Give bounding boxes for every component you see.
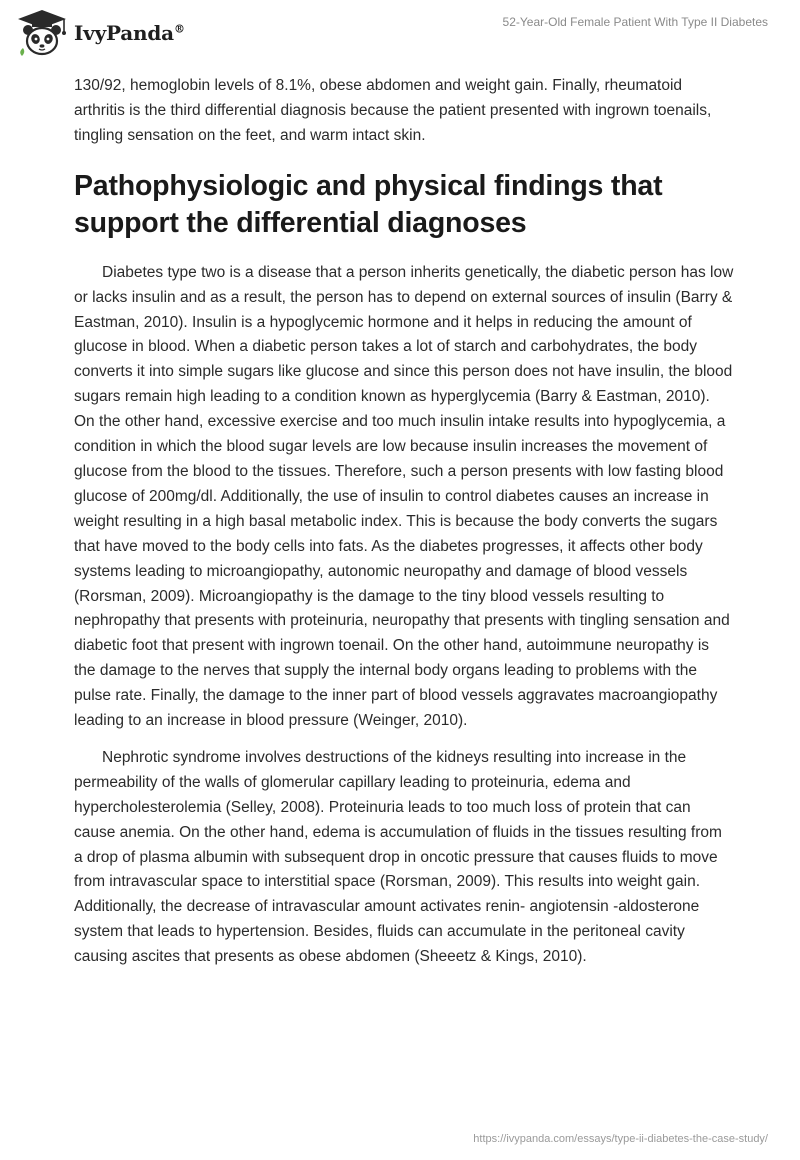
- essay-content: [74, 74, 734, 982]
- brand-name: [74, 21, 185, 45]
- body-paragraph-2: Nephrotic syndrome involves destructions of the kidneys resulting into increase in the permeability of the walls of glomerular capillary leading to proteinuria, edema and hypercholesterolemia (Selley, 2008). Proteinuria leads to too much loss of protein that can cause anemia. On the other hand, edema is accumulation of fluids in the tissues resulting from a drop of plasma albumin with subsequent drop in oncotic pressure that causes fluids to move from intravascular space to interstitial space (Rorsman, 2009). This results into weight gain. Additionally, the decrease of intravascular amount activates renin- angiotensin -aldosterone system that leads to hypertension. Besides, fluids can accumulate in the peritoneal cavity causing ascites that presents as obese abdomen (Sheeetz & Kings, 2010).: [74, 748, 722, 966]
- section-heading: Pathophysiologic and physical findings that support the differential diagnoses: [74, 169, 663, 239]
- ivypanda-logo[interactable]: [14, 8, 185, 58]
- intro-paragraph: 130/92, hemoglobin levels of 8.1%, obese abdomen and weight gain. Finally, rheumatoid arthritis is the third differential diagnosis because the patient presented with ingrown toenails, tingling sensation on the feet, and warm intact skin.: [74, 77, 712, 144]
- page-header: [0, 0, 800, 64]
- panda-graduate-icon: [14, 8, 70, 58]
- source-url[interactable]: https://ivypanda.com/essays/type-ii-diabetes-the-case-study/: [473, 1133, 768, 1145]
- trademark-symbol: ®: [173, 22, 185, 36]
- brand-text: IvyPanda: [74, 21, 174, 45]
- document-title: 52-Year-Old Female Patient With Type II Diabetes: [502, 15, 768, 29]
- body-paragraph-1: Diabetes type two is a disease that a person inherits genetically, the diabetic person has low or lacks insulin and as a result, the person has to depend on external sources of insulin (Barry & Eastman, 2010). Insulin is a hypoglycemic hormone and it helps in reducing the amount of glucose in blood. When a diabetic person takes a lot of starch and carbohydrates, the body converts it into simple sugars like glucose and since this person does not have insulin, the blood sugars remain high leading to a condition known as hyperglycemia (Barry & Eastman, 2010). On the other hand, excessive exercise and too much insulin intake results into hypoglycemia, a condition in which the blood sugar levels are low because insulin increases the movement of glucose from the blood to the tissues. Therefore, such a person presents with low fasting blood glucose of 200mg/dl. Additionally, the use of insulin to control diabetes causes an increase in weight resulting in a high basal metabolic index. This is because the body converts the sugars that have moved to the body cells into fats. As the diabetes progresses, it affects other body systems leading to microangiopathy, autonomic neuropathy and damage of blood vessels (Rorsman, 2009). Microangiopathy is the damage to the tiny blood vessels resulting to nephropathy that presents with proteinuria, neuropathy that presents with tingling sensation and diabetic foot that present with ingrown toenail. On the other hand, autoimmune neuropathy is the damage to the nerves that supply the internal body organs leading to problems with the pulse rate. Finally, the damage to the inner part of blood vessels aggravates macroangiopathy leading to an increase in blood pressure (Weinger, 2010).: [74, 263, 734, 730]
